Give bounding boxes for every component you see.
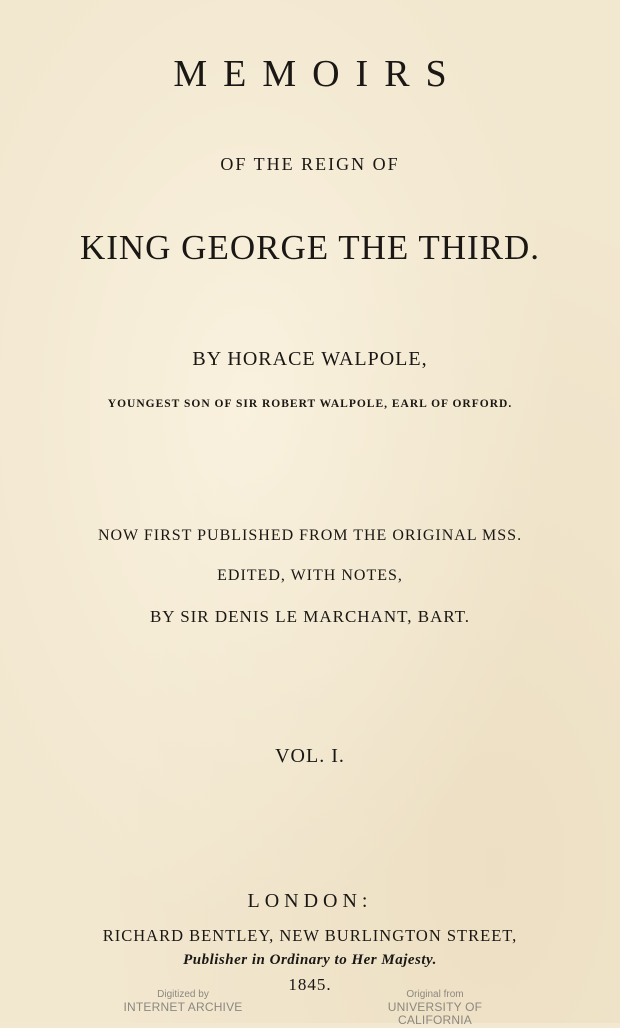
book-title: MEMOIRS <box>0 52 620 96</box>
watermark-left-small: Digitized by <box>118 989 248 1001</box>
volume-number: VOL. I. <box>0 745 620 768</box>
author-description: YOUNGEST SON OF SIR ROBERT WALPOLE, EARL OF ORFORD. <box>0 398 620 410</box>
publisher-name: RICHARD BENTLEY, NEW BURLINGTON STREET, <box>0 926 620 946</box>
watermark-right-big: UNIVERSITY OF CALIFORNIA <box>350 1001 520 1028</box>
book-subtitle-line: OF THE REIGN OF <box>0 154 620 175</box>
editor-line: BY SIR DENIS LE MARCHANT, BART. <box>0 607 620 627</box>
watermark-left-big: INTERNET ARCHIVE <box>118 1001 248 1015</box>
author-line: BY HORACE WALPOLE, <box>0 348 620 371</box>
original-from-watermark <box>350 989 520 1028</box>
publication-note: NOW FIRST PUBLISHED FROM THE ORIGINAL MSS. <box>0 527 620 545</box>
book-subject: KING GEORGE THE THIRD. <box>0 228 620 268</box>
publication-year: 1845. <box>0 975 620 995</box>
edited-note: EDITED, WITH NOTES, <box>0 567 620 585</box>
digitized-by-watermark <box>118 989 248 1014</box>
watermark-right-small: Original from <box>350 989 520 1001</box>
publisher-note: Publisher in Ordinary to Her Majesty. <box>0 952 620 969</box>
publication-city: LONDON: <box>0 890 620 913</box>
